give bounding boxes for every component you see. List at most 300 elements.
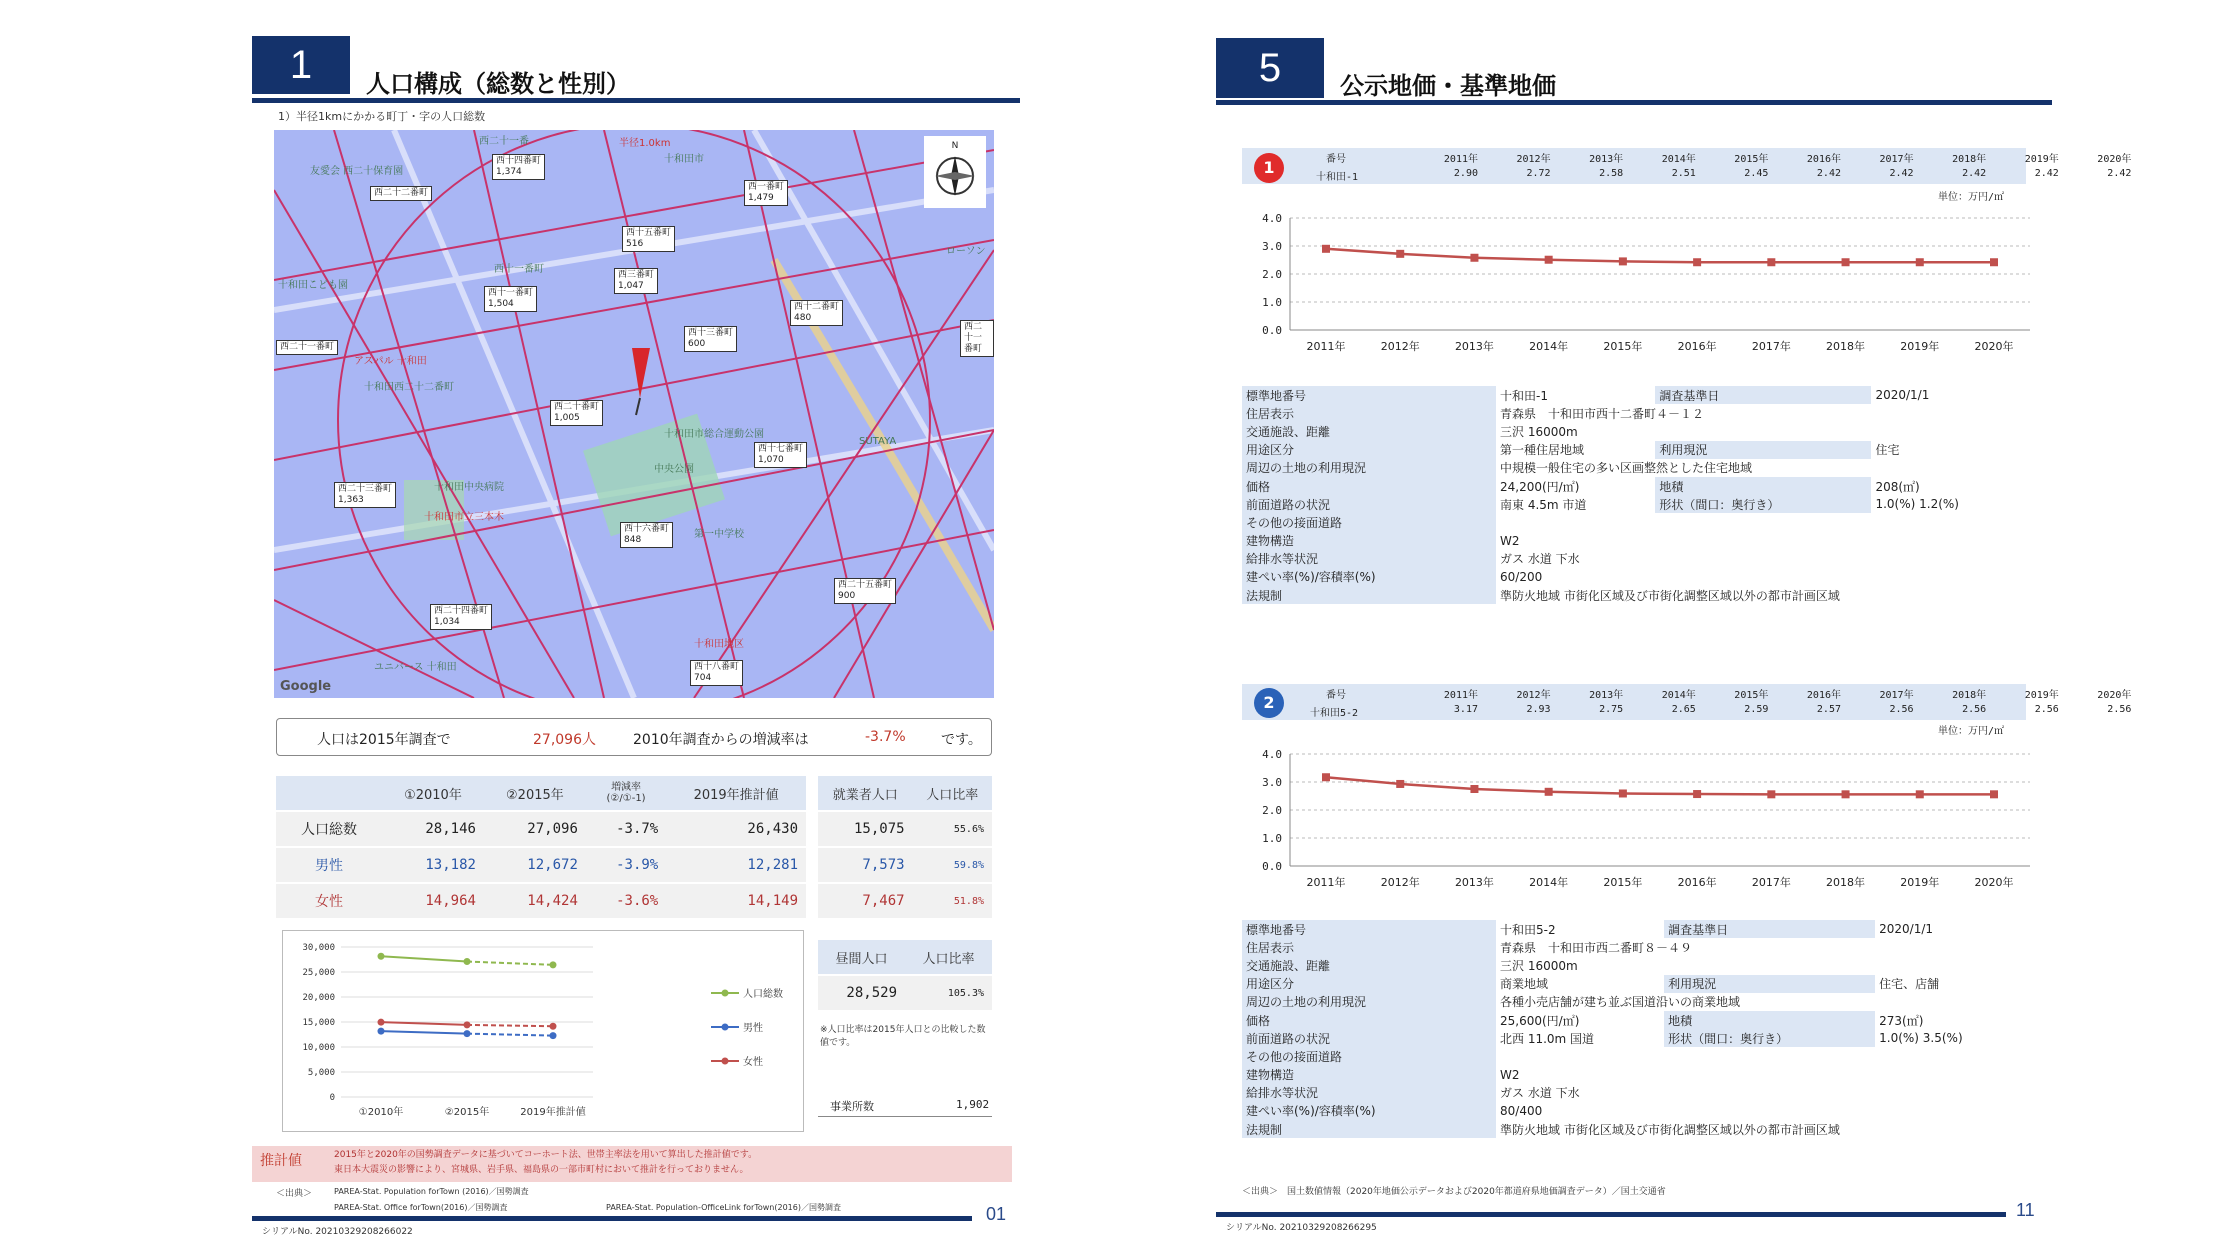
info-row (1242, 513, 2026, 531)
info-row (1242, 956, 2026, 974)
cell: 13,182 (382, 847, 484, 883)
data-point (1767, 258, 1775, 266)
radius-label: 半径1.0km (619, 138, 671, 149)
info-key: 用途区分 (1242, 441, 1496, 459)
info-key: 周辺の土地の利用現況 (1242, 459, 1496, 477)
price-year-cell: 2011年 (1443, 154, 1478, 165)
x-tick-label: 2019年 (1900, 876, 1940, 889)
cell: 15,075 (818, 811, 913, 847)
info-value: 中規模一般住宅の多い区画整然とした住宅地域 (1500, 461, 1753, 476)
data-point (1322, 773, 1330, 781)
info-row (1242, 920, 2026, 938)
table-header: ①2010年 (382, 776, 484, 811)
y-tick-label: 15,000 (302, 1018, 335, 1028)
info-value: 住宅 (1875, 443, 1900, 458)
x-tick-label: 2012年 (1380, 340, 1420, 353)
cell: 55.6% (913, 811, 992, 847)
point-badge: 1 (1254, 153, 1284, 183)
summary-prefix: 人口は2015年調査で (317, 732, 451, 748)
table-row (818, 811, 992, 847)
info-key: 用途区分 (1242, 975, 1496, 993)
data-point (1545, 788, 1553, 796)
legend-marker (722, 1058, 729, 1065)
data-point (550, 1023, 557, 1030)
data-point (1693, 258, 1701, 266)
data-point (1842, 790, 1850, 798)
population-summary (276, 718, 992, 756)
info-key: 標準地番号 (1242, 920, 1496, 938)
data-point (378, 1028, 385, 1035)
serial-number: シリアルNo. 20210329208266022 (262, 1227, 413, 1237)
price-year-cell: 2017年 (1879, 690, 1914, 701)
section-rule (252, 98, 1020, 103)
info-key: 形状（間口：奥行き） (1664, 1029, 1875, 1047)
info-value: 273(㎡) (1879, 1013, 1924, 1028)
info-value: 住宅、店舗 (1879, 977, 1940, 992)
legend-label: 男性 (743, 1023, 763, 1034)
x-tick-label: 2015年 (1603, 876, 1643, 889)
x-tick-label: 2017年 (1751, 876, 1791, 889)
price-value-cell: 2.42 (2034, 168, 2059, 179)
row-label: 女性 (276, 883, 382, 919)
map-tile-label: 西二十二番町 (370, 186, 432, 201)
info-row (1242, 993, 2026, 1011)
data-point (1916, 790, 1924, 798)
cell: 14,964 (382, 883, 484, 919)
price-year-cell: 2017年 (1879, 154, 1914, 165)
price-header-label: 番号 (1326, 154, 1346, 165)
price-value-cell: 2.75 (1599, 704, 1624, 715)
offices-rule (818, 1116, 992, 1117)
map-tile-label: 西十四番町 1,374 (492, 154, 545, 180)
info-key: 法規制 (1242, 586, 1496, 604)
map-place: SUTAYA (859, 436, 897, 447)
price-value-cell: 2.90 (1453, 168, 1478, 179)
info-key: 住居表示 (1242, 404, 1496, 422)
data-point (1767, 790, 1775, 798)
info-value: 1.0(%) 1.2(%) (1875, 497, 1959, 512)
info-row (1242, 495, 2026, 513)
x-tick-label: 2019年 (1900, 340, 1940, 353)
data-point (1396, 250, 1404, 258)
population-chart-svg (283, 931, 803, 1131)
map-tile-label: 西十六番町 848 (620, 522, 673, 548)
section-title: 人口構成（総数と性別） (366, 70, 630, 98)
map-tile-label: 西十八番町 704 (690, 660, 743, 686)
info-value: ガス 水道 下水 (1500, 1086, 1580, 1101)
data-point (1619, 257, 1627, 265)
cell: 26,430 (666, 811, 806, 847)
info-key: 法規制 (1242, 1120, 1496, 1138)
data-point (1693, 790, 1701, 798)
cell: 7,573 (818, 847, 913, 883)
info-key: 地積 (1664, 1011, 1875, 1029)
daytime-note: ※人口比率は2015年人口との比較した数値です。 (820, 1025, 986, 1048)
map-subheading: 1）半径1kmにかかる町丁・字の人口総数 (278, 110, 486, 123)
y-tick-label: 25,000 (302, 968, 335, 978)
price-value-cell: 2.42 (1962, 168, 1987, 179)
page-number: 11 (2016, 1200, 2035, 1220)
info-value (1496, 513, 2026, 531)
price-chart-1 (1240, 206, 2040, 356)
area-map[interactable] (274, 130, 994, 698)
table-header: 昼間人口 (818, 940, 905, 975)
serial-number: シリアルNo. 20210329208266295 (1226, 1223, 1377, 1233)
info-value: 2020/1/1 (1875, 388, 1930, 403)
table-row (818, 847, 992, 883)
info-key: 標準地番号 (1242, 386, 1496, 404)
info-key: 給排水等状況 (1242, 550, 1496, 568)
data-point (464, 1021, 471, 1028)
data-point (1990, 258, 1998, 266)
svg-text:N: N (951, 141, 959, 151)
info-row (1242, 532, 2026, 550)
info-key: その他の接面道路 (1242, 1047, 1496, 1065)
x-tick-label: 2016年 (1677, 876, 1717, 889)
population-table (276, 776, 806, 920)
legend-label: 人口総数 (743, 989, 783, 1000)
x-tick-label: 2014年 (1529, 876, 1569, 889)
map-tile-label: 西十二番町 480 (790, 300, 843, 326)
info-value: 各種小売店舗が建ち並ぶ国道沿いの商業地域 (1500, 995, 1741, 1010)
info-key: 建物構造 (1242, 532, 1496, 550)
x-tick-label: 2015年 (1603, 340, 1643, 353)
price-year-cell: 2013年 (1589, 154, 1624, 165)
y-tick-label: 4.0 (1262, 212, 1282, 225)
table-header: 就業者人口 (818, 776, 913, 811)
section-rule (1216, 100, 2052, 105)
info-key: 給排水等状況 (1242, 1084, 1496, 1102)
x-tick-label: 2014年 (1529, 340, 1569, 353)
info-value: 南東 4.5m 市道 (1500, 497, 1587, 512)
info-key: 調査基準日 (1664, 920, 1875, 938)
info-key: 利用現況 (1655, 441, 1871, 459)
data-point (1545, 256, 1553, 264)
info-key: 価格 (1242, 1011, 1496, 1029)
y-tick-label: 2.0 (1262, 268, 1282, 281)
cell: -3.7% (586, 811, 666, 847)
info-key: 建物構造 (1242, 1066, 1496, 1084)
info-value: 1.0(%) 3.5(%) (1879, 1031, 1963, 1046)
info-value: 第一種住居地域 (1500, 443, 1585, 458)
info-row (1242, 550, 2026, 568)
table-row (276, 883, 806, 919)
info-row (1242, 1047, 2026, 1065)
data-point (1990, 790, 1998, 798)
info-value: 商業地域 (1500, 977, 1549, 992)
data-point (1619, 789, 1627, 797)
data-point (464, 958, 471, 965)
price-value-cell: 2.58 (1599, 168, 1624, 179)
data-point (550, 961, 557, 968)
price-year-cell: 2018年 (1952, 690, 1987, 701)
population-chart (282, 930, 804, 1132)
price-value-cell: 2.42 (1889, 168, 1914, 179)
footer-rule (252, 1216, 972, 1221)
summary-population: 27,096人 (533, 732, 596, 748)
map-place: 西二十一番 (479, 136, 529, 147)
price-year-cell: 2014年 (1661, 154, 1696, 165)
info-value: 北西 11.0m 国道 (1500, 1031, 1595, 1046)
data-point (1470, 785, 1478, 793)
x-tick-label: 2018年 (1826, 876, 1866, 889)
price-value-cell: 2.56 (1889, 704, 1914, 715)
map-place: 十和田地区 (694, 639, 744, 650)
estimate-tag: 推計値 (260, 1153, 302, 1169)
info-row (1242, 422, 2026, 440)
cell: 14,149 (666, 883, 806, 919)
info-row (1242, 586, 2026, 604)
price-chart-2 (1240, 742, 2040, 892)
price-value-cell: 2.56 (1962, 704, 1987, 715)
map-place: 十和田市総合運動公園 (664, 429, 764, 440)
info-row (1242, 386, 2026, 404)
series-line-estimate (467, 1025, 553, 1026)
price-line (1326, 249, 1994, 262)
info-key: 住居表示 (1242, 938, 1496, 956)
data-point (378, 953, 385, 960)
data-point (550, 1032, 557, 1039)
info-key: 建ぺい率(%)/容積率(%) (1242, 1102, 1496, 1120)
map-place: 十和田市 (664, 154, 704, 165)
table-header: 人口比率 (913, 776, 992, 811)
data-point (1916, 258, 1924, 266)
source-line: PAREA-Stat. Population-OfficeLink forTown(2016)／国勢調査 (606, 1203, 841, 1212)
point-id: 十和田-1 (1316, 172, 1359, 183)
summary-middle: 2010年調査からの増減率は (633, 732, 809, 748)
info-value: 青森県 十和田市西二番町８－４９ (1500, 940, 1693, 955)
price-value-cell: 3.17 (1453, 704, 1478, 715)
table-header: ②2015年 (484, 776, 586, 811)
info-key: 周辺の土地の利用現況 (1242, 993, 1496, 1011)
section-number-badge: 5 (1216, 38, 1324, 98)
map-tile-label: 西二十五番町 900 (834, 578, 896, 604)
series-line-estimate (467, 1034, 553, 1036)
map-overlay (274, 130, 994, 698)
table-row (276, 847, 806, 883)
x-tick-label: 2020年 (1974, 876, 2014, 889)
price-header-label: 番号 (1326, 690, 1346, 701)
x-tick-label: 2011年 (1306, 340, 1346, 353)
compass-icon (924, 136, 986, 208)
summary-rate: -3.7% (865, 729, 906, 745)
offices-value: 1,902 (956, 1098, 990, 1111)
info-value: 十和田5-2 (1500, 922, 1556, 937)
cell: 59.8% (913, 847, 992, 883)
price-year-cell: 2020年 (2097, 690, 2132, 701)
info-row (1242, 459, 2026, 477)
x-tick-label: 2017年 (1751, 340, 1791, 353)
x-tick-label: 2012年 (1380, 876, 1420, 889)
data-point (464, 1030, 471, 1037)
map-place: 友愛会 西二十保育園 (310, 166, 404, 177)
info-key: 交通施設、距離 (1242, 422, 1496, 440)
price-year-cell: 2015年 (1734, 690, 1769, 701)
map-place: 十和田西二十二番町 (364, 382, 454, 393)
price-year-cell: 2020年 (2097, 154, 2132, 165)
cell: -3.9% (586, 847, 666, 883)
price-year-cell: 2012年 (1516, 154, 1551, 165)
map-tile-label: 西十五番町 516 (622, 226, 675, 252)
info-row (1242, 568, 2026, 586)
info-value: W2 (1500, 1067, 1520, 1082)
source-line: PAREA-Stat. Population forTown (2016)／国勢調査 (334, 1187, 529, 1196)
price-year-cell: 2015年 (1734, 154, 1769, 165)
price-value-cell: 2.42 (1816, 168, 1841, 179)
right-source: ＜出典＞ 国土数値情報（2020年地価公示データおよび2020年都道府県地価調査データ）／国土交通省 (1242, 1187, 1666, 1197)
price-value-cell: 2.51 (1671, 168, 1696, 179)
info-key: 調査基準日 (1655, 386, 1871, 404)
info-value: ガス 水道 下水 (1500, 552, 1580, 567)
info-value: 準防火地域 市街化区域及び市街化調整区域以外の都市計画区域 (1500, 1122, 1840, 1137)
info-key: 利用現況 (1664, 975, 1875, 993)
cell: 7,467 (818, 883, 913, 919)
map-tile-label: 西十一番町 1,504 (484, 286, 537, 312)
price-unit: 単位：万円/㎡ (1938, 726, 2005, 737)
price-value-cell: 2.42 (2107, 168, 2132, 179)
price-year-cell: 2011年 (1443, 690, 1478, 701)
info-value: 80/400 (1500, 1103, 1543, 1118)
info-value: 25,600(円/㎡) (1500, 1013, 1580, 1028)
table-header (276, 776, 382, 811)
price-year-cell: 2018年 (1952, 154, 1987, 165)
table-header: 2019年推計値 (666, 776, 806, 811)
y-tick-label: 0.0 (1262, 324, 1282, 337)
info-row (1242, 1102, 2026, 1120)
map-tile-label: 西二十三番町 1,363 (334, 482, 396, 508)
map-place: アスパル 十和田 (354, 356, 427, 367)
table-header: 人口比率 (905, 940, 992, 975)
x-tick-label: 2011年 (1306, 876, 1346, 889)
price-year-cell: 2016年 (1806, 154, 1841, 165)
info-row (1242, 404, 2026, 422)
row-label: 男性 (276, 847, 382, 883)
price-value-cell: 2.59 (1744, 704, 1769, 715)
worker-table (818, 776, 992, 920)
info-row (1242, 975, 2026, 993)
y-tick-label: 3.0 (1262, 776, 1282, 789)
section-number-badge: 1 (252, 36, 350, 94)
data-point (1396, 780, 1404, 788)
estimate-note-line: 東日本大震災の影響により、宮城県、岩手県、福島県の一部市町村において推計を行っておりません。 (334, 1165, 749, 1175)
map-tile-label: 西十七番町 1,070 (754, 442, 807, 468)
y-tick-label: 0 (329, 1093, 335, 1103)
table-row (818, 883, 992, 919)
info-value (1496, 1047, 2026, 1065)
legend-label: 女性 (743, 1057, 763, 1068)
cell: 105.3% (905, 975, 992, 1011)
data-point (1322, 245, 1330, 253)
price-value-cell: 2.93 (1526, 704, 1551, 715)
x-tick-label: 2013年 (1454, 340, 1494, 353)
daytime-table (818, 940, 992, 1012)
x-tick-label: 2018年 (1826, 340, 1866, 353)
x-tick-label: ①2010年 (358, 1107, 404, 1118)
section-title: 公示地価・基準地価 (1340, 72, 1556, 100)
table-row (276, 811, 806, 847)
map-place: 中央公園 (654, 464, 694, 475)
map-place: 十和田中央病院 (434, 482, 504, 493)
map-place: 第一中学校 (694, 529, 744, 540)
info-key: その他の接面道路 (1242, 513, 1496, 531)
info-value: 60/200 (1500, 569, 1543, 584)
series-line (381, 1031, 467, 1034)
y-tick-label: 10,000 (302, 1043, 335, 1053)
map-place: 西十一番町 (494, 264, 544, 275)
price-value-cell: 2.56 (2034, 704, 2059, 715)
series-line (381, 1022, 467, 1025)
price-value-cell: 2.57 (1816, 704, 1841, 715)
info-row (1242, 1120, 2026, 1138)
price-value-cell: 2.65 (1671, 704, 1696, 715)
info-value: 青森県 十和田市西十二番町４－１２ (1500, 406, 1705, 421)
y-tick-label: 0.0 (1262, 860, 1282, 873)
info-value: 24,200(円/㎡) (1500, 479, 1580, 494)
info-value: 準防火地域 市街化区域及び市街化調整区域以外の都市計画区域 (1500, 588, 1840, 603)
map-tile-label: 西三番町 1,047 (614, 268, 658, 294)
map-place: ローソン (946, 246, 986, 257)
info-key: 地積 (1655, 477, 1871, 495)
info-value: 2020/1/1 (1879, 922, 1934, 937)
map-tile-label: 西二十一番町 (960, 320, 994, 357)
price-year-cell: 2012年 (1516, 690, 1551, 701)
cell: -3.6% (586, 883, 666, 919)
map-place: ユニバース 十和田 (374, 662, 457, 673)
info-value: 三沢 16000m (1500, 958, 1578, 973)
info-key: 形状（間口：奥行き） (1655, 495, 1871, 513)
info-row (1242, 1029, 2026, 1047)
y-tick-label: 1.0 (1262, 832, 1282, 845)
estimate-note-line: 2015年と2020年の国勢調査データに基づいてコーホート法、世帯主率法を用いて算出した推計値です。 (334, 1150, 758, 1160)
map-tile-label: 西一番町 1,479 (744, 180, 788, 206)
map-place: 十和田市立三本木 (424, 512, 504, 523)
y-tick-label: 1.0 (1262, 296, 1282, 309)
cell: 14,424 (484, 883, 586, 919)
cell: 51.8% (913, 883, 992, 919)
point-badge: 2 (1254, 688, 1284, 718)
info-row (1242, 477, 2026, 495)
series-line (381, 956, 467, 961)
cell: 12,281 (666, 847, 806, 883)
x-tick-label: 2013年 (1454, 876, 1494, 889)
data-point (378, 1019, 385, 1026)
cell: 27,096 (484, 811, 586, 847)
info-key: 前面道路の状況 (1242, 495, 1496, 513)
info-row (1242, 1011, 2026, 1029)
info-key: 交通施設、距離 (1242, 956, 1496, 974)
price-line (1326, 777, 1994, 794)
offices-label: 事業所数 (830, 1100, 874, 1113)
map-tile-label: 西十三番町 600 (684, 326, 737, 352)
y-tick-label: 5,000 (307, 1068, 335, 1078)
y-tick-label: 2.0 (1262, 804, 1282, 817)
source-line: PAREA-Stat. Office forTown(2016)／国勢調査 (334, 1203, 508, 1212)
info-value: W2 (1500, 533, 1520, 548)
point-info-table-2 (1242, 920, 2026, 1138)
x-tick-label: 2019年推計値 (520, 1107, 586, 1118)
legend-marker (722, 1024, 729, 1031)
map-tile-label: 西二十番町 1,005 (550, 400, 603, 426)
info-value: 208(㎡) (1875, 479, 1920, 494)
table-header: 増減率 (②/①-1) (586, 776, 666, 811)
table-row (818, 975, 992, 1011)
info-key: 建ぺい率(%)/容積率(%) (1242, 568, 1496, 586)
page-number: 01 (986, 1204, 1007, 1224)
point-info-table-1 (1242, 386, 2026, 604)
info-key: 前面道路の状況 (1242, 1029, 1496, 1047)
summary-suffix: です。 (941, 732, 982, 748)
price-year-cell: 2014年 (1661, 690, 1696, 701)
